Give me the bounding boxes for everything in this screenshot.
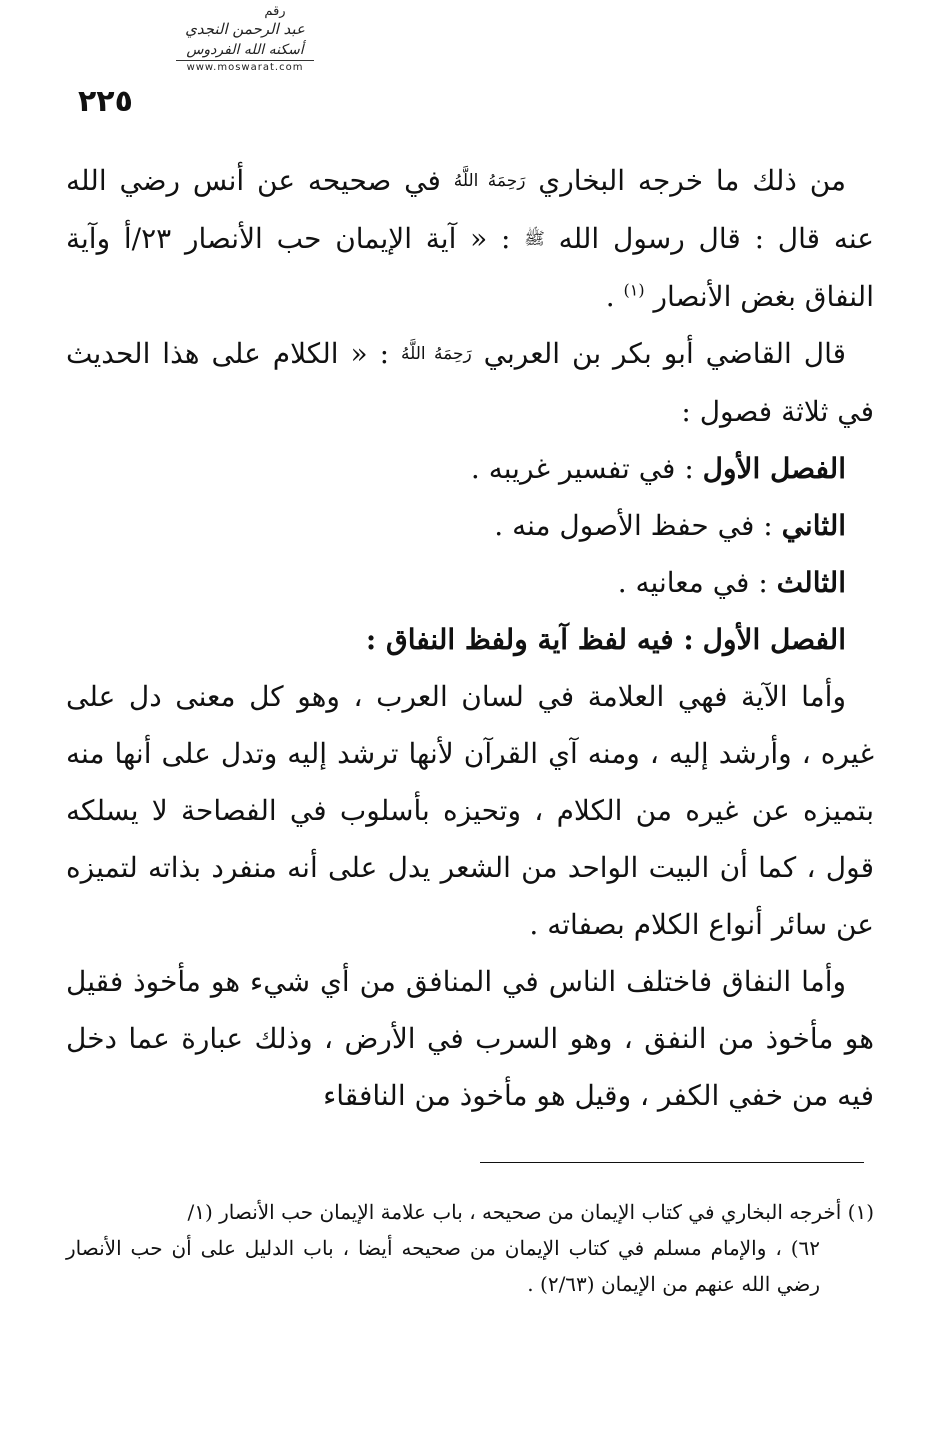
footnote-continuation: ٦٢) ، والإمام مسلم في كتاب الإيمان من صحيحه أيضا ، باب الدليل على أن حب الأنصار رضي الله عنهم من الإيمان (٢/٦٣) . xyxy=(66,1236,820,1296)
stamp-name: عبد الرحمن النجدي xyxy=(185,20,305,39)
chapter-label: الثاني xyxy=(781,509,846,542)
chapter-line-3 xyxy=(66,554,874,611)
chapter-line-1 xyxy=(66,440,874,497)
text-segment: : « الكلام على هذا الحديث في ثلاثة فصول : xyxy=(66,337,874,428)
text-segment: من ذلك ما خرجه البخاري xyxy=(538,164,847,197)
footnote-line: (١) أخرجه البخاري في كتاب الإيمان من صحيحه ، باب علامة الإيمان حب الأنصار (١/ xyxy=(187,1200,874,1224)
honorific-glyph: رَحِمَهُ اللَّهُ xyxy=(400,344,472,364)
paragraph-hadith xyxy=(66,152,874,325)
stamp-subtitle: أسكنه الله الفردوس xyxy=(176,42,313,61)
paragraph-nifaq: وأما النفاق فاختلف الناس في المنافق من أي شيء هو مأخوذ فقيل هو مأخوذ من النفق ، وهو السرب في الأرض ، وذلك عبارة عما دخل فيه من خفي الكفر ، وقيل هو مأخوذ من النافقاء xyxy=(66,965,874,1112)
honorific-glyph: رَحِمَهُ اللَّهُ xyxy=(453,171,526,191)
text-segment: قال القاضي أبو بكر بن العربي xyxy=(483,337,846,370)
footnote-reference: (١) xyxy=(623,280,645,300)
watermark-stamp xyxy=(150,4,340,90)
paragraph-aya: وأما الآية فهي العلامة في لسان العرب ، وهو كل معنى دل على غيره ، وأرشد إليه ، ومنه آي القرآن لأنها ترشد إليه وتدل على أنها منه بتميزه عن غيره من الكلام ، وتحيزه بأسلوب في الفصاحة لا يسلكه قول ، كما أن البيت الواحد من الشعر يدل على أنه منفرد بذاته لتميزه عن سائر أنواع الكلام بصفاته . xyxy=(66,680,875,941)
section-label: الفصل الأول xyxy=(702,623,846,656)
main-text xyxy=(66,152,874,1124)
chapter-label: الثالث xyxy=(776,566,846,599)
salawat-glyph: ﷺ xyxy=(524,229,545,249)
text-segment: . xyxy=(605,280,615,313)
chapter-text: : في حفظ الأصول منه . xyxy=(494,509,773,542)
section-title: : فيه لفظ آية ولفظ النفاق : xyxy=(365,623,694,656)
text-segment: : « آية الإيمان حب الأنصار ٢٣/أ وآية النفاق بغض الأنصار xyxy=(66,222,874,313)
chapter-line-2 xyxy=(66,497,874,554)
page-number: ٢٢٥ xyxy=(78,84,133,119)
footnote-divider xyxy=(480,1162,864,1163)
paragraph-qadi xyxy=(66,325,874,440)
text-segment: في صحيحه عن أنس رضي الله عنه قال : قال رسول الله xyxy=(66,164,874,255)
stamp-word: رقم xyxy=(264,4,286,19)
chapter-label: الفصل الأول xyxy=(702,452,846,485)
stamp-url: www.moswarat.com xyxy=(186,61,304,73)
footnote xyxy=(66,1194,874,1302)
chapter-text: : في معانيه . xyxy=(617,566,768,599)
chapter-text: : في تفسير غريبه . xyxy=(470,452,694,485)
section-heading xyxy=(66,611,874,668)
